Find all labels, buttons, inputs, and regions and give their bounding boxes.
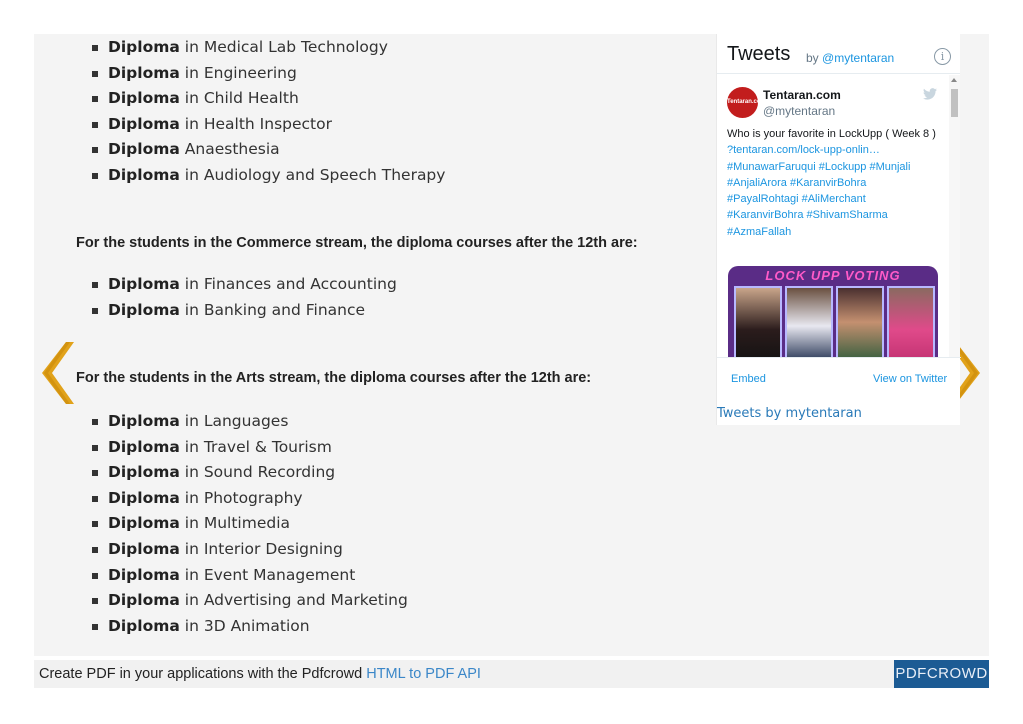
diploma-bold-label: Diploma: [108, 514, 180, 533]
pdfcrowd-bar: [34, 660, 989, 688]
diploma-list-item: [92, 614, 408, 640]
arts-heading: For the students in the Arts stream, the diploma courses after the 12th are:: [76, 370, 592, 386]
medical-diploma-list: [92, 35, 445, 189]
diploma-bold-label: Diploma: [108, 488, 180, 507]
diploma-bold-label: Diploma: [108, 591, 180, 610]
diploma-bold-label: Diploma: [108, 539, 180, 558]
diploma-list-item: [92, 435, 408, 461]
tweet-hashtag-line[interactable]: #AnjaliArora #KaranvirBohra: [727, 176, 867, 189]
tweet-text-line: Who is your favorite in LockUpp ( Week 8 ): [727, 128, 936, 140]
diploma-list-item: [92, 409, 408, 435]
tweet-hashtag-line[interactable]: #MunawarFaruqui #Lockupp #Munjali: [727, 160, 911, 173]
commerce-heading: For the students in the Commerce stream, the diploma courses after the 12th are:: [76, 235, 638, 251]
media-title: LOCK UPP VOTING: [765, 268, 901, 283]
diploma-list-item: [92, 511, 408, 537]
diploma-list-item: [92, 563, 408, 589]
diploma-bold-label: Diploma: [108, 300, 180, 319]
diploma-course-name: in Banking and Finance: [179, 300, 366, 319]
html-to-pdf-api-link[interactable]: HTML to PDF API: [366, 666, 481, 682]
twitter-feed[interactable]: [717, 75, 961, 357]
diploma-bold-label: Diploma: [108, 412, 180, 430]
tweet-hashtag-line[interactable]: #KaranvirBohra #ShivamSharma: [727, 209, 888, 222]
diploma-list-item: [92, 460, 408, 486]
diploma-list-item: [92, 272, 397, 298]
tweet-hashtag-line[interactable]: #PayalRohtagi #AliMerchant: [727, 193, 866, 206]
twitter-bird-icon[interactable]: [923, 88, 937, 100]
pdfcrowd-badge[interactable]: PDFCROWD: [894, 660, 989, 688]
diploma-bold-label: Diploma: [108, 114, 180, 133]
diploma-bold-label: Diploma: [108, 89, 180, 108]
contestant-photo: [785, 286, 833, 357]
diploma-bold-label: Diploma: [108, 63, 180, 82]
prev-arrow-button[interactable]: [42, 342, 74, 404]
avatar[interactable]: Tentaran.com: [727, 87, 758, 118]
diploma-course-name: in Engineering: [179, 63, 297, 82]
tweet-text: [727, 126, 947, 240]
diploma-course-name: in Child Health: [179, 89, 299, 108]
diploma-list-item: [92, 61, 445, 87]
diploma-list-item: [92, 537, 408, 563]
diploma-list-item: [92, 35, 445, 61]
diploma-list-item: [92, 86, 445, 112]
diploma-bold-label: Diploma: [108, 275, 180, 293]
contestant-photo: [734, 286, 782, 357]
embed-link[interactable]: Embed: [731, 373, 766, 385]
diploma-course-name: Anaesthesia: [179, 140, 280, 159]
twitter-by-prefix: by: [806, 51, 823, 65]
tweet-media-image[interactable]: [728, 266, 938, 357]
contestant-photo: [836, 286, 884, 357]
twitter-scrollbar[interactable]: [949, 75, 960, 357]
diploma-bold-label: Diploma: [108, 463, 180, 482]
diploma-course-name: in Finances and Accounting: [179, 275, 397, 293]
diploma-course-name: in Advertising and Marketing: [179, 591, 408, 610]
scrollbar-thumb[interactable]: [951, 89, 958, 117]
pdfcrowd-text: [39, 666, 481, 682]
diploma-bold-label: Diploma: [108, 140, 180, 159]
diploma-list-item: [92, 588, 408, 614]
tweets-by-link[interactable]: Tweets by mytentaran: [717, 406, 862, 421]
diploma-course-name: in Photography: [179, 488, 303, 507]
diploma-course-name: in Multimedia: [179, 514, 291, 533]
diploma-course-name: in 3D Animation: [179, 616, 310, 635]
commerce-diploma-list: [92, 272, 397, 323]
diploma-list-item: [92, 137, 445, 163]
twitter-title: Tweets: [727, 43, 791, 65]
diploma-course-name: in Medical Lab Technology: [179, 38, 388, 56]
view-on-twitter-link[interactable]: View on Twitter: [873, 373, 948, 385]
tweet-author-name[interactable]: Tentaran.com: [763, 88, 841, 102]
twitter-timeline-widget: [716, 34, 960, 425]
pdfcrowd-text-label: Create PDF in your applications with the Pdfcrowd: [39, 666, 367, 682]
twitter-by-handle-link[interactable]: @mytentaran: [822, 51, 895, 65]
diploma-course-name: in Audiology and Speech Therapy: [179, 165, 446, 184]
diploma-list-item: [92, 163, 445, 189]
diploma-course-name: in Event Management: [179, 565, 356, 584]
scroll-up-icon[interactable]: [951, 78, 957, 82]
twitter-footer: [717, 357, 961, 401]
twitter-by: [806, 51, 894, 65]
diploma-course-name: in Languages: [179, 412, 289, 430]
diploma-list-item: [92, 298, 397, 324]
contestant-photo: [887, 286, 935, 357]
tweet-link[interactable]: ?tentaran.com/lock-upp-onlin…: [727, 144, 880, 157]
chevron-left-icon: [42, 342, 74, 404]
diploma-list-item: [92, 112, 445, 138]
diploma-bold-label: Diploma: [108, 38, 180, 56]
diploma-bold-label: Diploma: [108, 165, 180, 184]
diploma-list-item: [92, 486, 408, 512]
diploma-course-name: in Interior Designing: [179, 539, 343, 558]
tweet-author-handle[interactable]: @mytentaran: [763, 104, 836, 118]
diploma-bold-label: Diploma: [108, 565, 180, 584]
arts-diploma-list: [92, 409, 408, 639]
diploma-course-name: in Sound Recording: [179, 463, 336, 482]
diploma-bold-label: Diploma: [108, 437, 180, 456]
diploma-course-name: in Health Inspector: [179, 114, 332, 133]
diploma-course-name: in Travel & Tourism: [179, 437, 332, 456]
article-content: [34, 34, 714, 656]
tweet-hashtag-line[interactable]: #AzmaFallah: [727, 225, 792, 238]
diploma-bold-label: Diploma: [108, 616, 180, 635]
info-icon[interactable]: i: [934, 48, 951, 65]
twitter-header: [717, 34, 960, 74]
